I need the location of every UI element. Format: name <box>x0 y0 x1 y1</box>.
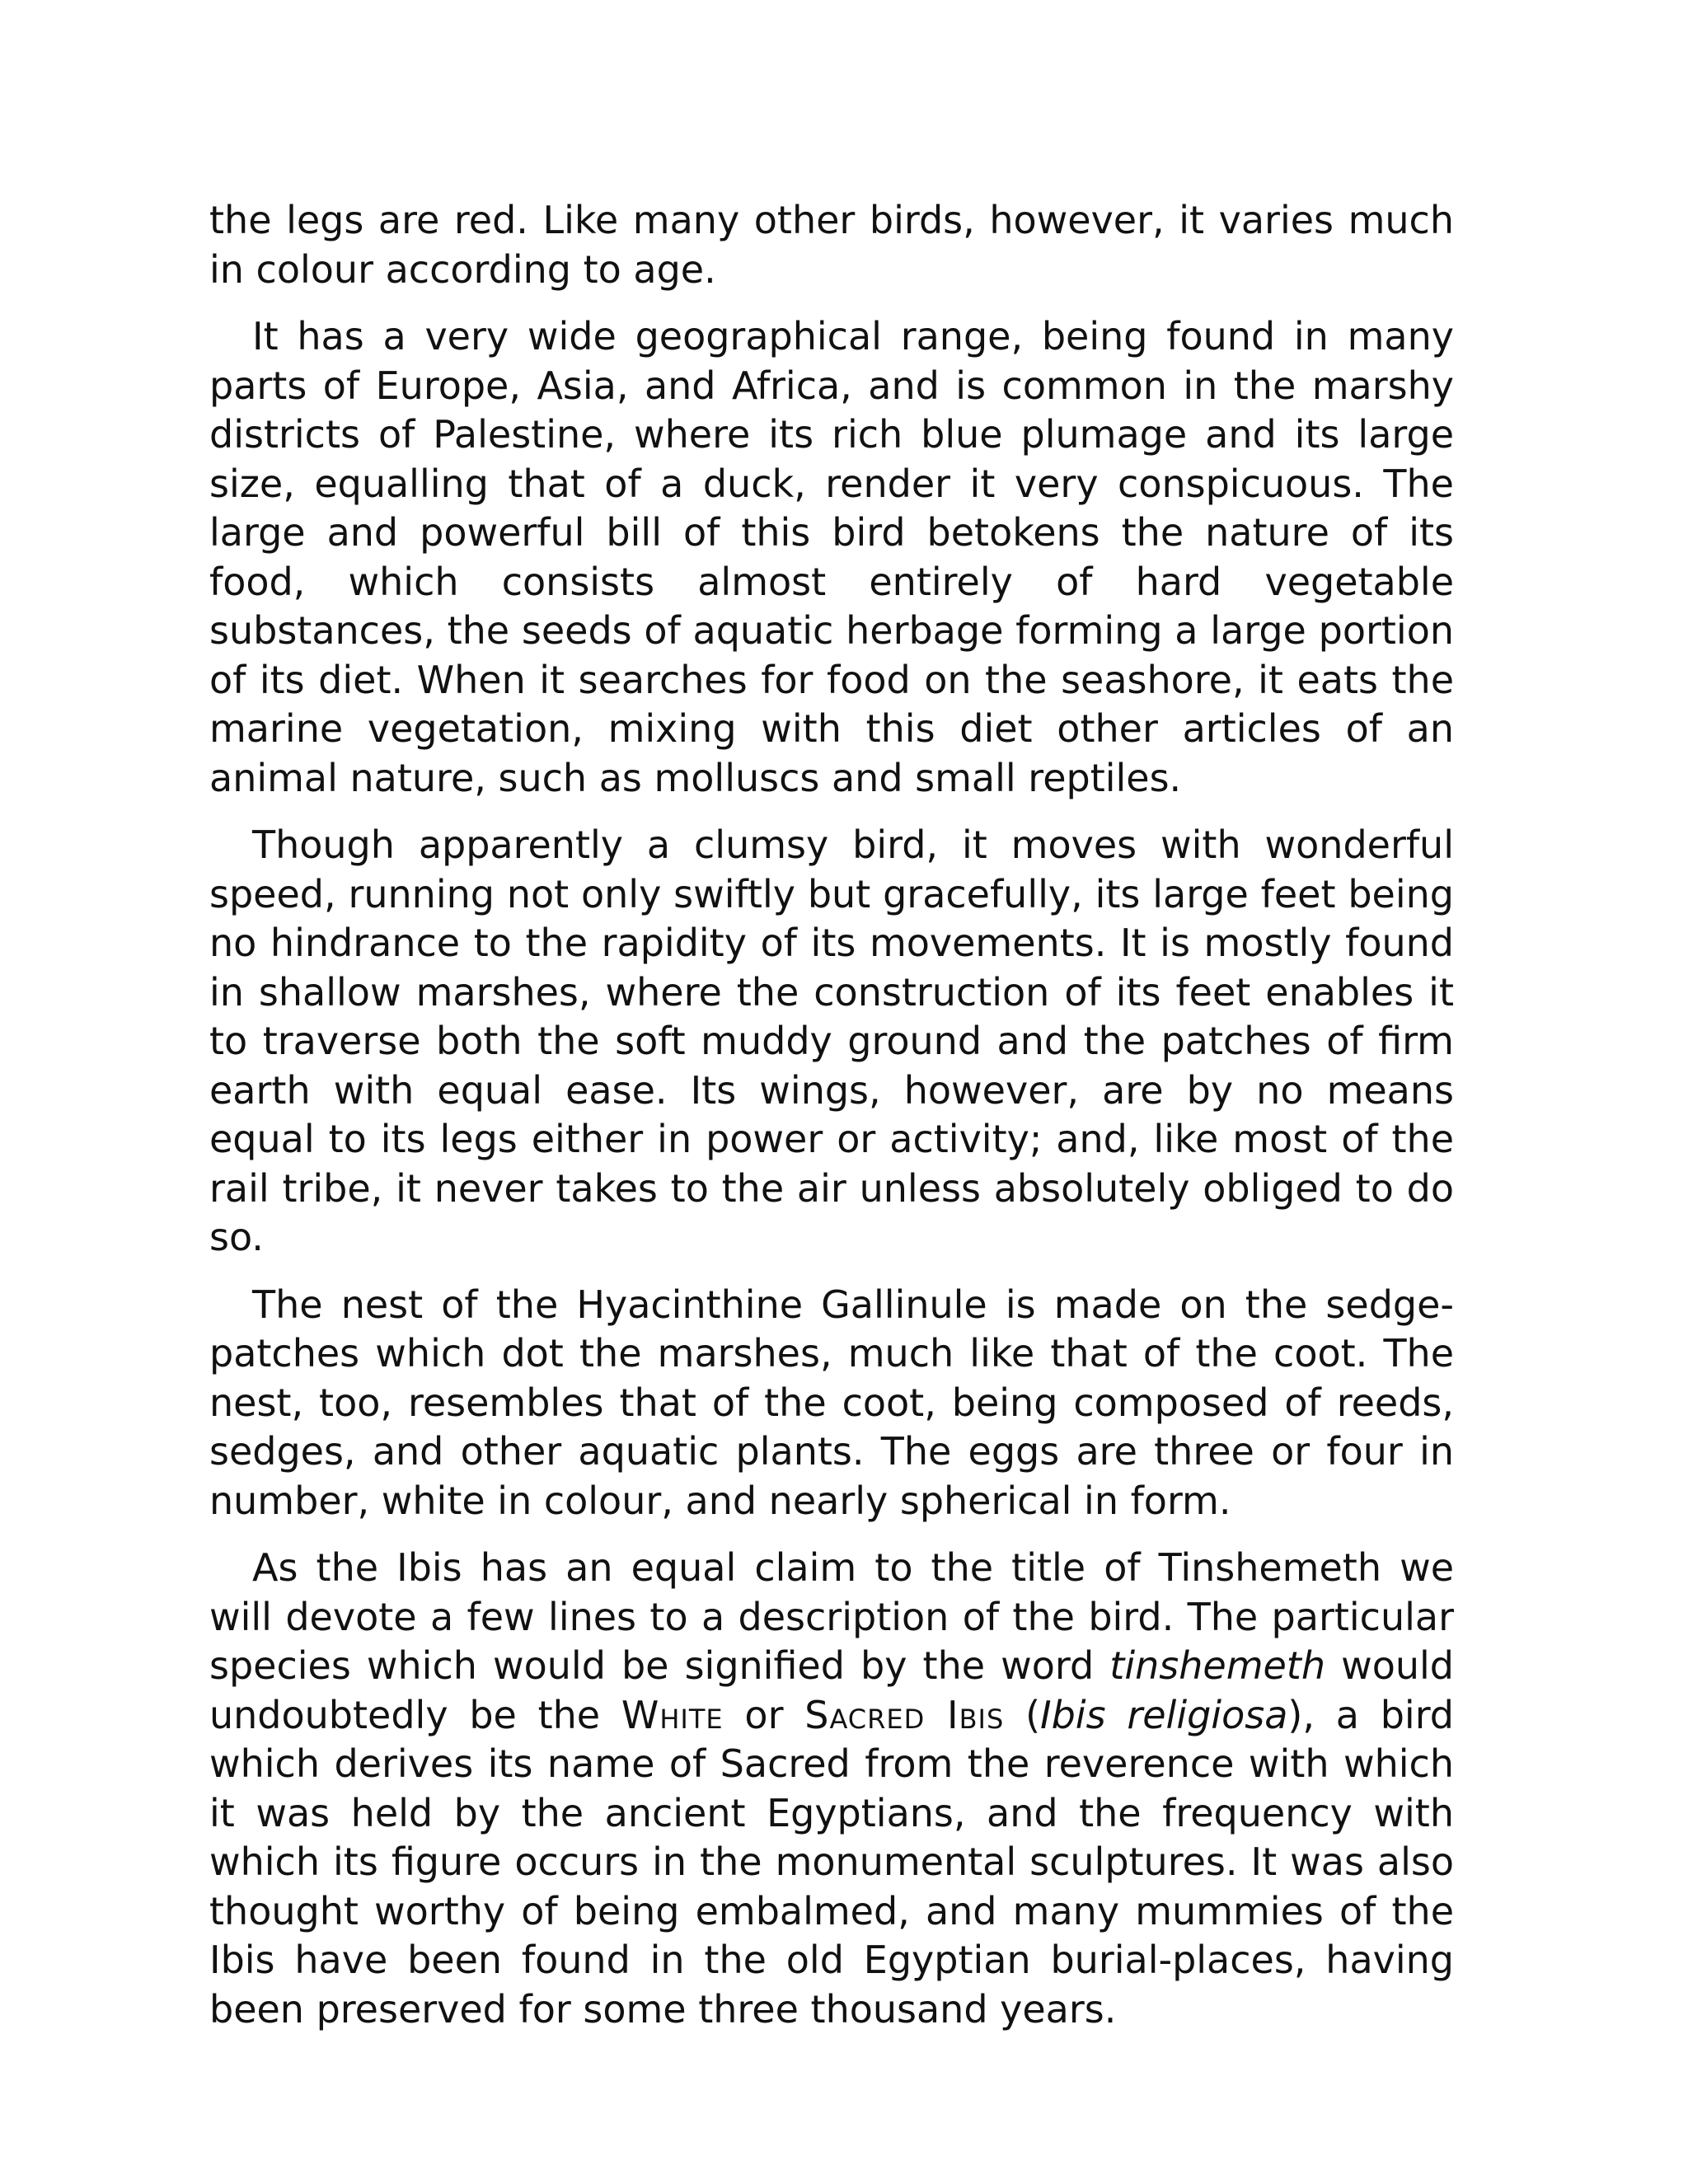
smallcaps-sacred-ibis: Sacred Ibis <box>804 1692 1005 1737</box>
italic-term-tinshemeth: tinshemeth <box>1109 1643 1325 1688</box>
paragraph-5-text-d: ( <box>1004 1692 1041 1737</box>
smallcaps-white: White <box>621 1692 724 1737</box>
paragraph-5-text-a: As the Ibis has an equal claim to the title of Tinshemeth we will devote a few lines to a description of the bird. The particular species which would be signified by the word <box>209 1545 1454 1688</box>
paragraph-5-text-b: would undoubtedly be the <box>209 1643 1454 1737</box>
page-body <box>209 196 1454 2052</box>
paragraph-1: the legs are red. Like many other birds, however, it varies much in colour according to age. <box>209 198 1454 292</box>
paragraph-3: Though apparently a clumsy bird, it moves with wonderful speed, running not only swiftly but gracefully, its large feet being no hindrance to the rapidity of its movements. It is mostly found in shallow marshes, where the construction of its feet enables it to traverse both the soft muddy ground and the patches of firm earth with equal ease. Its wings, however, are by no means equal to its legs either in power or activity; and, like most of the rail tribe, it never takes to the air unless absolutely obliged to do so. <box>209 823 1454 1259</box>
italic-term-ibis-religiosa: Ibis religiosa <box>1040 1692 1288 1737</box>
paragraph-4: The nest of the Hyacinthine Gallinule is made on the sedge-patches which dot the marshes, much like that of the coot. The nest, too, resembles that of the coot, being composed of reeds, sedges, and other aquatic plants. The eggs are three or four in number, white in colour, and nearly spherical in form. <box>209 1282 1454 1523</box>
paragraph-2: It has a very wide geographical range, being found in many parts of Europe, Asia, and Africa, and is common in the marshy districts of Palestine, where its rich blue plumage and its large size, equalling that of a duck, render it very conspicuous. The large and powerful bill of this bird betokens the nature of its food, which consists almost entirely of hard vegetable substances, the seeds of aquatic herbage forming a large portion of its diet. When it searches for food on the seashore, it eats the marine vegetation, mixing with this diet other articles of an animal nature, such as molluscs and small reptiles. <box>209 314 1454 800</box>
paragraph-5-text-e: ), a bird which derives its name of Sacred from the reverence with which it was held by the ancient Egyptians, and the frequency with which its figure occurs in the monumental sculptures. It was also thought worthy of being embalmed, and many mummies of the Ibis have been found in the old Egyptian burial-places, having been preserved for some three thousand years. <box>209 1692 1454 2032</box>
paragraph-5 <box>209 1544 1454 2034</box>
paragraph-5-text-c: or <box>723 1692 805 1737</box>
